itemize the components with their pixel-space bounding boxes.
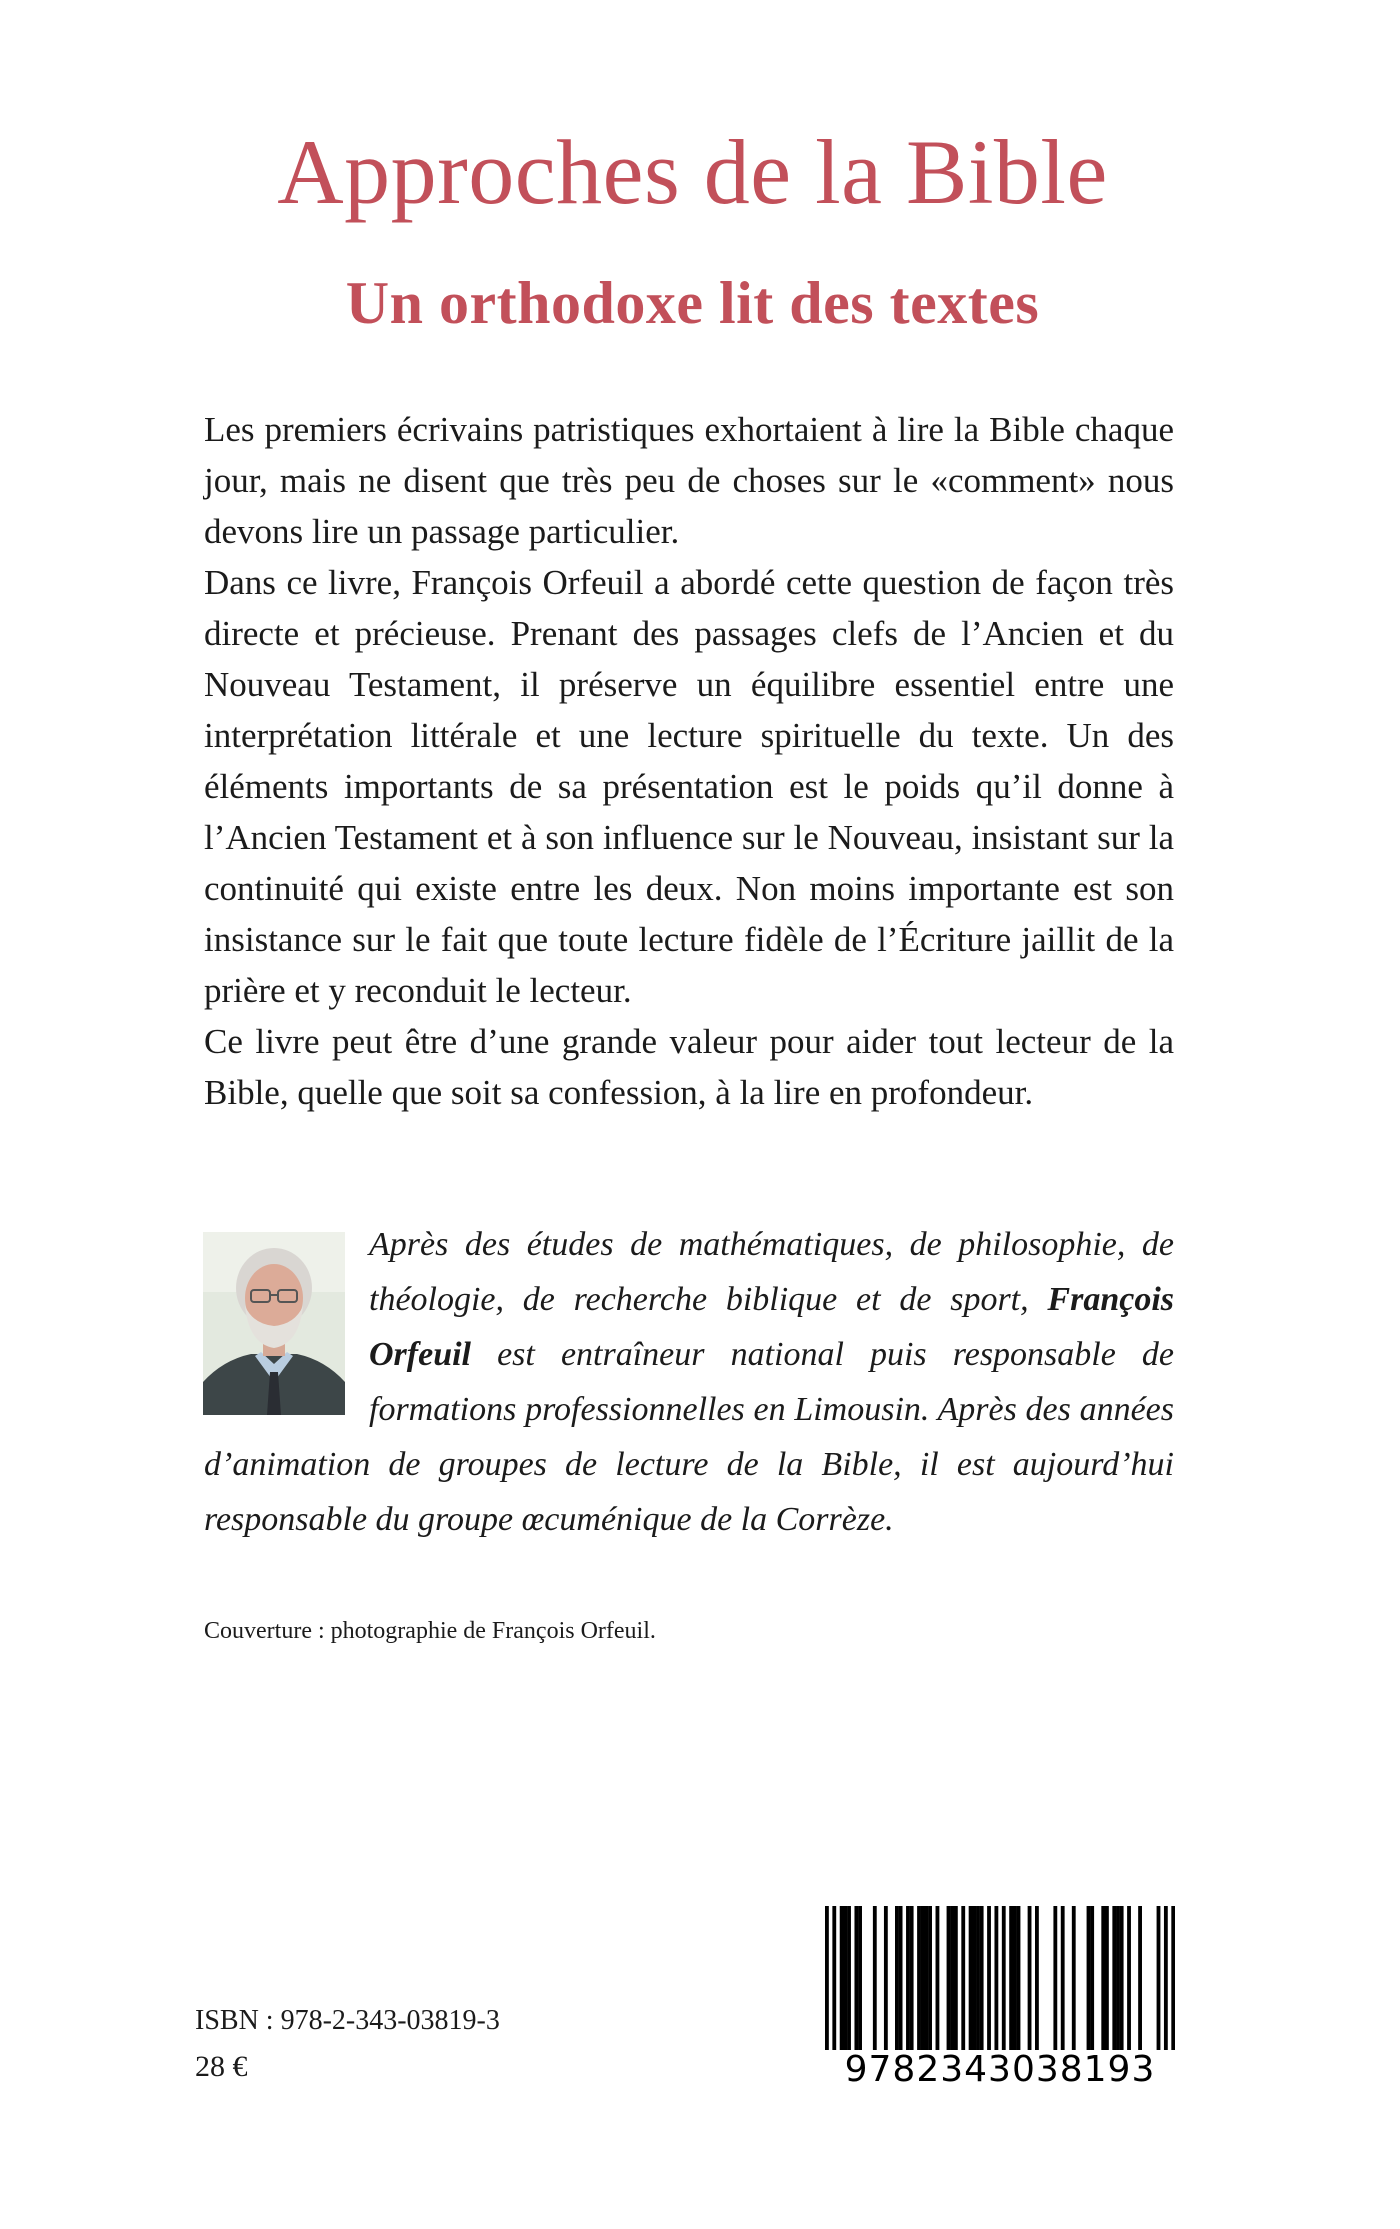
barcode-digits: 9782343038193 <box>825 2050 1175 2090</box>
photo-spacer <box>204 1217 369 1435</box>
blurb-paragraph: Ce livre peut être d’une grande valeur pour aider tout lecteur de la Bible, quelle que soit sa confession, à la lire en profondeur. <box>204 1022 1174 1112</box>
isbn: ISBN : 978-2-343-03819-3 <box>195 2005 500 2036</box>
author-name: François Orfeuil <box>369 1281 1174 1373</box>
bio-text: est entraîneur national puis responsable de formations professionnelles en Limousin. Après des années d’animation de groupes de lecture de la Bible, il est aujourd’hui responsable du groupe œcuménique de la Corrèze. <box>204 1336 1174 1538</box>
blurb-paragraph: Les premiers écrivains patristiques exhortaient à lire la Bible chaque jour, mais ne disent que très peu de choses sur le «comment» nous devons lire un passage particulier. <box>204 410 1174 551</box>
author-bio <box>204 1217 1174 1547</box>
bio-text: Après des études de mathématiques, de philosophie, de théologie, de recherche biblique et de sport, <box>369 1226 1174 1318</box>
price: 28 € <box>195 2050 248 2083</box>
blurb-paragraph: Dans ce livre, François Orfeuil a abordé cette question de façon très directe et précieuse. Prenant des passages clefs de l’Ancien et du Nouveau Testament, il préserve un équilibre essentiel entre une interprétation littérale et une lecture spirituelle du texte. Un des éléments importants de sa présentation est le poids qu’il donne à l’Ancien Testament et à son influence sur le Nouveau, insistant sur la continuité qui existe entre les deux. Non moins importante est son insistance sur le fait que toute lecture fidèle de l’Écriture jaillit de la prière et y reconduit le lecteur. <box>204 563 1174 1010</box>
book-title: Approches de la Bible <box>277 121 1108 223</box>
book-subtitle: Un orthodoxe lit des textes <box>345 270 1040 336</box>
back-cover-blurb <box>204 404 1174 1118</box>
cover-credit: Couverture : photographie de François Orfeuil. <box>204 1618 656 1644</box>
